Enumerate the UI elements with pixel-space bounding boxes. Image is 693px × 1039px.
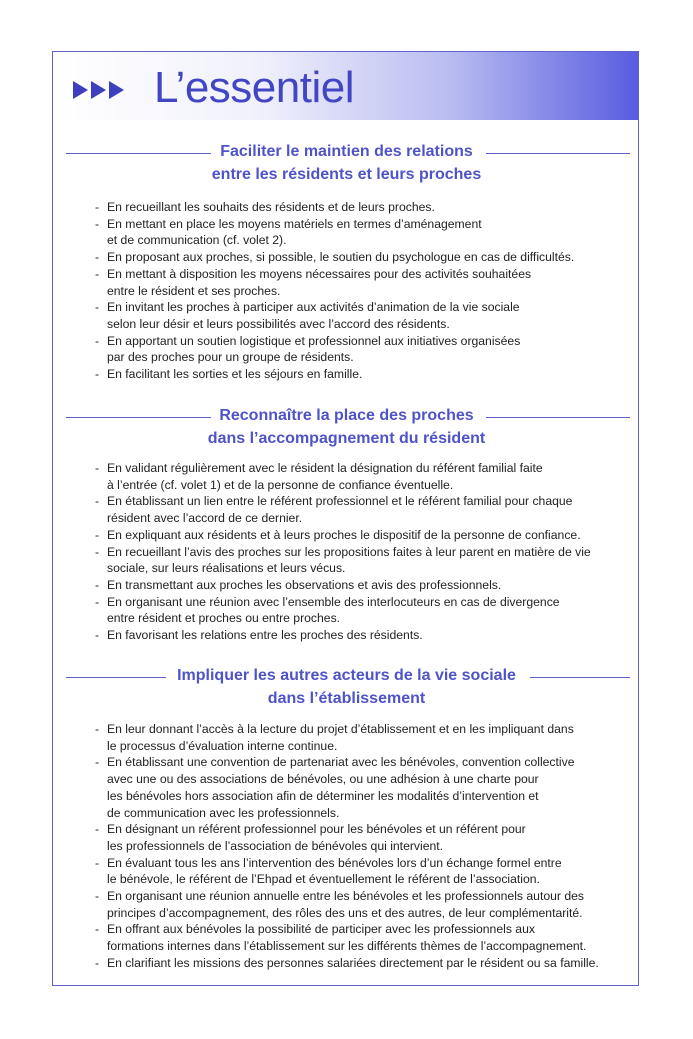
- section-heading-line2: dans l’accompagnement du résident: [207, 430, 486, 447]
- list-item: - En clarifiant les missions des personnes salariées directement par le résident ou sa famille.: [95, 955, 635, 972]
- header-banner: [53, 52, 638, 120]
- list-item: - En mettant en place les moyens matériels en termes d’aménagement et de communication (cf. volet 2).: [95, 216, 635, 249]
- list-item: - En expliquant aux résidents et à leurs proches le dispositif de la personne de confiance.: [95, 527, 635, 544]
- list-item: - En facilitant les sorties et les séjours en famille.: [95, 366, 635, 383]
- heading-rule-right: [530, 677, 630, 678]
- heading-rule-left: [66, 417, 211, 418]
- list-item: - En établissant un lien entre le référent professionnel et le référent familial pour chaque résident avec l’accord de ce dernier.: [95, 493, 635, 526]
- list-item: - En organisant une réunion avec l’ensemble des interlocuteurs en cas de divergence entre résident et proches ou entre proches.: [95, 594, 635, 627]
- list-item: - En évaluant tous les ans l’intervention des bénévoles lors d’un échange formel entre le bénévole, le référent de l’Ehpad et éventuellement le référent de l’association.: [95, 855, 635, 888]
- section-heading-line1: Faciliter le maintien des relations: [220, 143, 473, 160]
- list-item: - En recueillant l’avis des proches sur les propositions faites à leur parent en matière de vie sociale, sur leurs réalisations et leurs vécus.: [95, 544, 635, 577]
- section-heading-line2: dans l’établissement: [267, 690, 426, 707]
- section-heading-line2: entre les résidents et leurs proches: [211, 166, 482, 183]
- list-item: - En transmettant aux proches les observations et avis des professionnels.: [95, 577, 635, 594]
- section-heading-acteurs: [63, 664, 630, 710]
- list-item: - En favorisant les relations entre les proches des résidents.: [95, 627, 635, 644]
- list-item: - En mettant à disposition les moyens nécessaires pour des activités souhaitées entre le résident et ses proches.: [95, 266, 635, 299]
- section-heading-proches: [63, 404, 630, 450]
- triple-arrow-icon: [73, 81, 127, 99]
- section-list-relations: [95, 199, 635, 383]
- arrow-icon: [91, 81, 106, 99]
- arrow-icon: [109, 81, 124, 99]
- heading-rule-right: [486, 417, 630, 418]
- arrow-icon: [73, 81, 88, 99]
- list-item: - En désignant un référent professionnel pour les bénévoles et un référent pour les professionnels de l’association de bénévoles qui intervient.: [95, 821, 635, 854]
- list-item: - En apportant un soutien logistique et professionnel aux initiatives organisées par des proches pour un groupe de résidents.: [95, 333, 635, 366]
- section-heading-line1: Impliquer les autres acteurs de la vie sociale: [177, 667, 516, 684]
- list-item: - En établissant une convention de partenariat avec les bénévoles, convention collective avec une ou des associations de bénévoles, ou une adhésion à une charte pour les bénévoles hors association afin de déterminer les modalités d’intervention et de communication avec les professionnels.: [95, 754, 635, 821]
- list-item: - En proposant aux proches, si possible, le soutien du psychologue en cas de difficultés.: [95, 249, 635, 266]
- list-item: - En offrant aux bénévoles la possibilité de participer avec les professionnels aux formations internes dans l’établissement sur les différents thèmes de l’accompagnement.: [95, 921, 635, 954]
- list-item: - En organisant une réunion annuelle entre les bénévoles et les professionnels autour des principes d’accompagnement, des rôles des uns et des autres, de leur complémentarité.: [95, 888, 635, 921]
- heading-rule-left: [66, 153, 211, 154]
- section-list-acteurs: [95, 721, 635, 972]
- page-title: L’essentiel: [154, 63, 354, 112]
- list-item: - En leur donnant l’accès à la lecture du projet d’établissement et en les impliquant dans le processus d’évaluation interne continue.: [95, 721, 635, 754]
- section-heading-line1: Reconnaître la place des proches: [219, 407, 474, 424]
- section-heading-relations: [63, 140, 630, 186]
- heading-rule-left: [66, 677, 166, 678]
- list-item: - En invitant les proches à participer aux activités d’animation de la vie sociale selon leur désir et leurs possibilités avec l’accord des résidents.: [95, 299, 635, 332]
- list-item: - En recueillant les souhaits des résidents et de leurs proches.: [95, 199, 635, 216]
- essentiel-frame: [52, 51, 639, 986]
- heading-rule-right: [486, 153, 630, 154]
- section-list-proches: [95, 460, 635, 644]
- list-item: - En validant régulièrement avec le résident la désignation du référent familial faite à l’entrée (cf. volet 1) et de la personne de confiance éventuelle.: [95, 460, 635, 493]
